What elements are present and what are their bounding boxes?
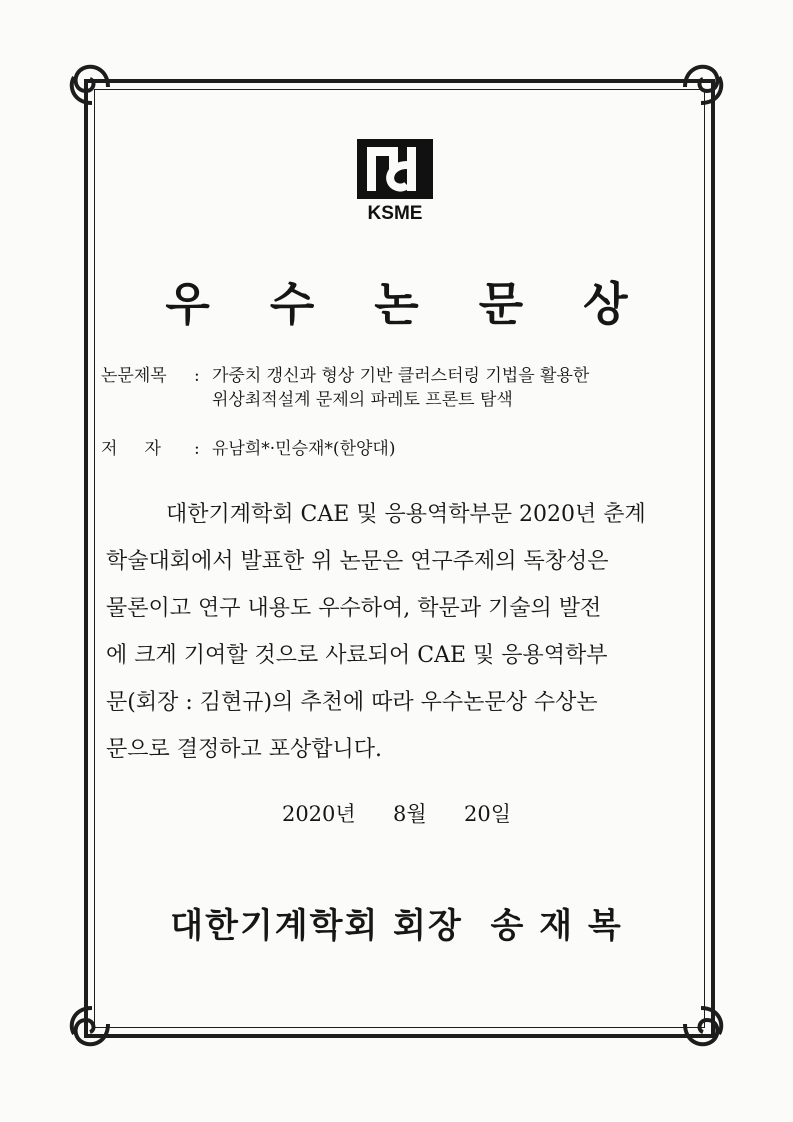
corner-ornament-icon (675, 998, 729, 1052)
body-line: 에 크게 기여할 것으로 사료되어 CAE 및 응용역학부 (106, 643, 608, 668)
body-line: 문으로 결정하고 포상합니다. (106, 737, 383, 762)
body-line: 물론이고 연구 내용도 우수하여, 학문과 기술의 발전 (106, 596, 602, 621)
ksme-emblem-icon (357, 139, 433, 199)
signatory: 대한기계학회 회장 송 재 복 (170, 906, 623, 946)
award-date: 2020년 8월 20일 (281, 802, 512, 826)
author-label: 저 자 (101, 439, 161, 459)
body-line: 문(회장 : 김현규)의 추천에 따라 우수논문상 수상논 (106, 690, 598, 715)
paper-title-line1: 가중치 갱신과 형상 기반 클러스터링 기법을 활용한 (212, 366, 590, 386)
paper-title-label: 논문제목 (101, 366, 167, 386)
author-value: 유남희*·민승재*(한양대) (212, 439, 396, 459)
paper-title-line2: 위상최적설계 문제의 파레토 프론트 탐색 (212, 390, 513, 410)
corner-ornament-icon (64, 998, 118, 1052)
ksme-logo (357, 139, 433, 223)
body-line: 대한기계학회 CAE 및 응용역학부문 2020년 춘계 (166, 502, 646, 527)
corner-ornament-icon (64, 59, 118, 113)
paper-title-field (0, 364, 793, 414)
award-title: 우 수 논 문 상 (165, 277, 650, 331)
author-colon: : (194, 439, 200, 459)
corner-ornament-icon (675, 59, 729, 113)
paper-title-value (212, 364, 712, 412)
logo-text: KSME (367, 203, 423, 223)
author-field (0, 437, 793, 463)
paper-title-colon: : (194, 366, 200, 386)
citation-body (106, 491, 706, 773)
body-line: 학술대회에서 발표한 위 논문은 연구주제의 독창성은 (106, 549, 609, 574)
